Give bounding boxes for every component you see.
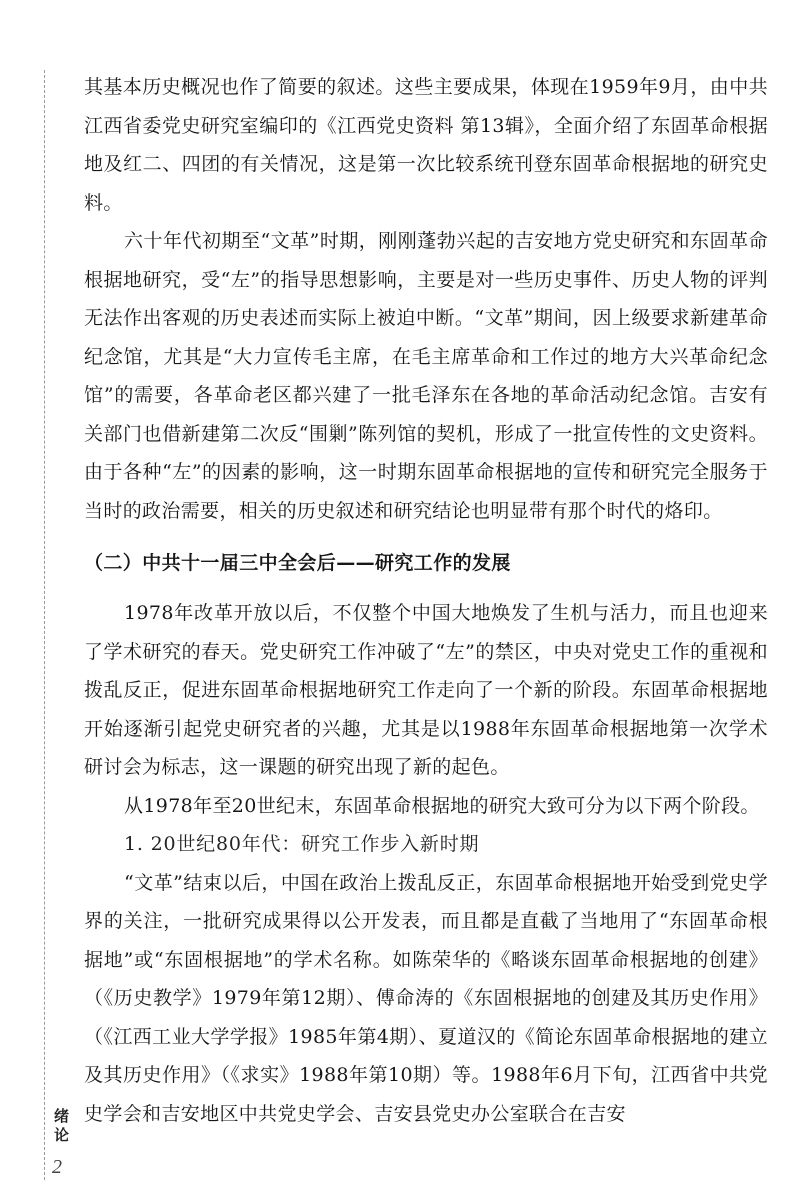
- section-heading: （二）中共十一届三中全会后——研究工作的发展: [84, 552, 511, 574]
- margin-section-tab: 绪论: [52, 1108, 70, 1146]
- page-body: [84, 68, 768, 1133]
- body-paragraph-4: 从1978年至20世纪末，东固革命根据地的研究大致可分为以下两个阶段。: [124, 794, 760, 817]
- numbered-subheading: 1. 20世纪80年代：研究工作步入新时期: [124, 833, 480, 855]
- body-paragraph-5: “文革”结束以后，中国在政治上拨乱反正，东固革命根据地开始受到党史学界的关注，一批研究成果得以公开发表，而且都是直截了当地用了“东固革命根据地”或“东固根据地”的学术名称。如陈荣华的《略谈东固革命根据地的创建》（《历史教学》1979年第12期）、傅命涛的《东固根据地的创建及其历史作用》（《江西工业大学学报》1985年第4期）、夏道汉的《简论东固革命根据地的建立及其历史作用》（《求实》1988年第10期）等。1988年6月下旬，江西省中共党史学会和吉安地区中共党史学会、吉安县党史办公室联合在吉安: [84, 871, 768, 1125]
- page-number: 2: [52, 1156, 62, 1178]
- body-paragraph-2: 六十年代初期至“文革”时期，刚刚蓬勃兴起的吉安地方党史研究和东固革命根据地研究，受“左”的指导思想影响，主要是对一些历史事件、历史人物的评判无法作出客观的历史表述而实际上被迫中断。“文革”期间，因上级要求新建革命纪念馆，尤其是“大力宣传毛主席，在毛主席革命和工作过的地方大兴革命纪念馆”的需要，各革命老区都兴建了一批毛泽东在各地的革命活动纪念馆。吉安有关部门也借新建第二次反“围剿”陈列馆的契机，形成了一批宣传性的文史资料。由于各种“左”的因素的影响，这一时期东固革命根据地的宣传和研究完全服务于当时的政治需要，相关的历史叙述和研究结论也明显带有那个时代的烙印。: [84, 230, 768, 522]
- body-paragraph-1: 其基本历史概况也作了简要的叙述。这些主要成果，体现在1959年9月，由中共江西省委党史研究室编印的《江西党史资料 第13辑》，全面介绍了东固革命根据地及红二、四团的有关情况，这是第一次比较系统刊登东固革命根据地的研究史料。: [84, 76, 768, 214]
- binding-line: [44, 70, 45, 1180]
- body-paragraph-3: 1978年改革开放以后，不仅整个中国大地焕发了生机与活力，而且也迎来了学术研究的春天。党史研究工作冲破了“左”的禁区，中央对党史工作的重视和拨乱反正，促进东固革命根据地研究工作走向了一个新的阶段。东固革命根据地开始逐渐引起党史研究者的兴趣，尤其是以1988年东固革命根据地第一次学术研讨会为标志，这一课题的研究出现了新的起色。: [84, 602, 768, 778]
